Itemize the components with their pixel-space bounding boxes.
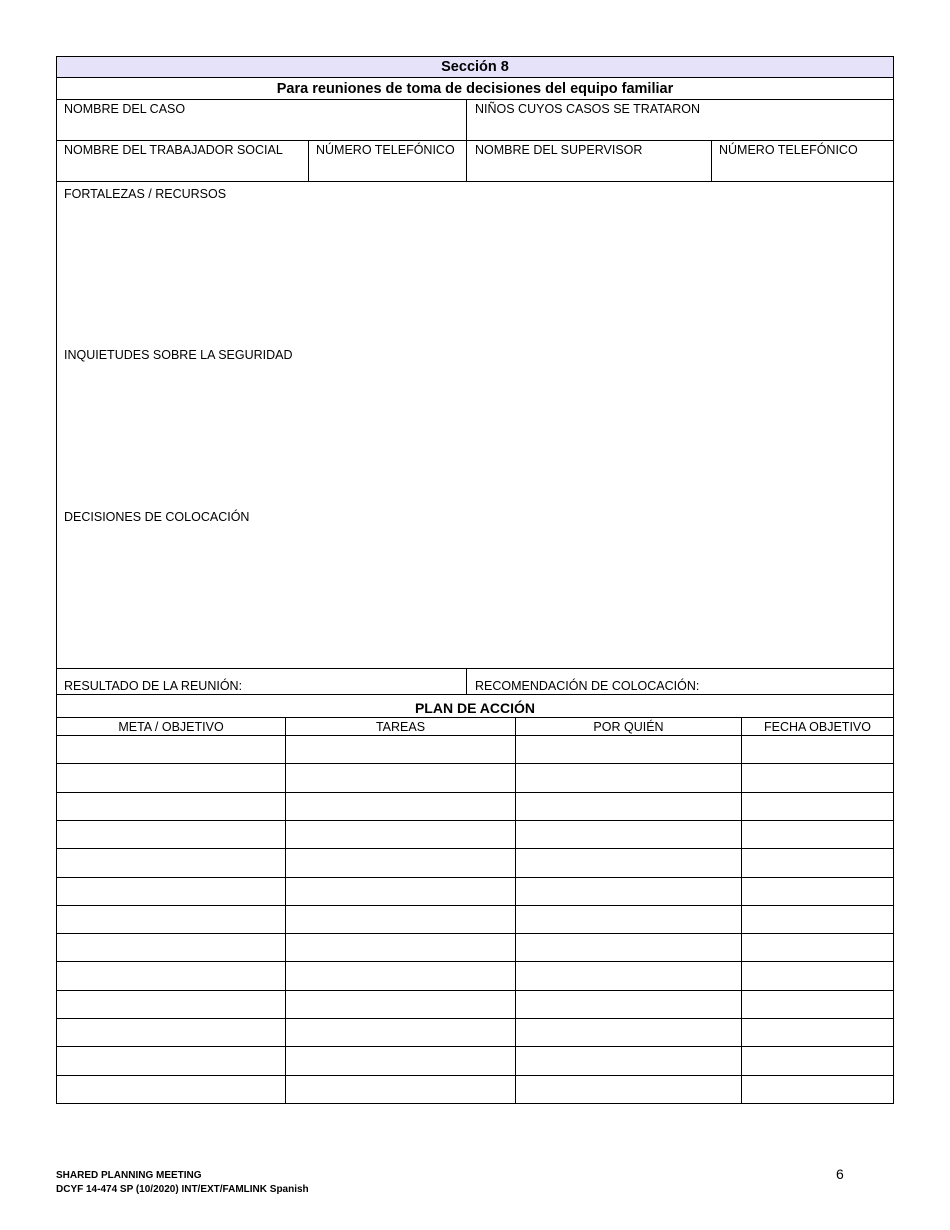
footer-line1: SHARED PLANNING MEETING [56,1170,202,1181]
action-plan-cell-tasks[interactable] [285,763,516,793]
action-plan-cell-goal[interactable] [56,1075,286,1104]
action-plan-cell-tasks[interactable] [285,1018,516,1047]
action-plan-cell-tasks[interactable] [285,905,516,934]
social-worker-label: NOMBRE DEL TRABAJADOR SOCIAL [64,143,283,157]
action-plan-cell-tasks[interactable] [285,735,516,764]
action-plan-cell-target-date[interactable] [741,877,894,906]
outcome-field[interactable] [56,668,467,695]
case-name-field[interactable] [56,99,467,141]
safety-label: INQUIETUDES SOBRE LA SEGURIDAD [64,348,293,362]
action-plan-cell-tasks[interactable] [285,792,516,821]
action-plan-cell-tasks[interactable] [285,961,516,991]
action-plan-cell-target-date[interactable] [741,848,894,878]
supervisor-field[interactable] [466,140,712,182]
section-subtitle: Para reuniones de toma de decisiones del equipo familiar [56,77,894,100]
case-name-label: NOMBRE DEL CASO [64,102,186,116]
action-plan-cell-goal[interactable] [56,961,286,991]
action-plan-cell-by-whom[interactable] [515,1075,742,1104]
phone1-label: NÚMERO TELEFÓNICO [316,143,455,157]
action-plan-cell-target-date[interactable] [741,961,894,991]
action-plan-cell-tasks[interactable] [285,848,516,878]
col-header-by-whom: POR QUIÉN [515,717,742,736]
action-plan-cell-tasks[interactable] [285,990,516,1019]
action-plan-cell-target-date[interactable] [741,933,894,962]
supervisor-label: NOMBRE DEL SUPERVISOR [475,143,643,157]
action-plan-cell-goal[interactable] [56,933,286,962]
action-plan-cell-tasks[interactable] [285,1046,516,1076]
strengths-label: FORTALEZAS / RECURSOS [64,187,227,201]
action-plan-cell-by-whom[interactable] [515,877,742,906]
action-plan-title: PLAN DE ACCIÓN [56,694,894,718]
action-plan-cell-target-date[interactable] [741,1046,894,1076]
col-header-target-date: FECHA OBJETIVO [741,717,894,736]
notes-area[interactable] [56,181,894,669]
action-plan-cell-by-whom[interactable] [515,905,742,934]
action-plan-cell-target-date[interactable] [741,1075,894,1104]
action-plan-cell-tasks[interactable] [285,1075,516,1104]
action-plan-cell-goal[interactable] [56,792,286,821]
action-plan-cell-by-whom[interactable] [515,792,742,821]
action-plan-cell-by-whom[interactable] [515,820,742,849]
action-plan-cell-tasks[interactable] [285,933,516,962]
action-plan-cell-goal[interactable] [56,848,286,878]
outcome-label: RESULTADO DE LA REUNIÓN: [64,679,243,693]
action-plan-cell-goal[interactable] [56,1046,286,1076]
form-footer [56,1169,309,1197]
phone1-field[interactable] [308,140,467,182]
action-plan-cell-target-date[interactable] [741,792,894,821]
action-plan-cell-by-whom[interactable] [515,735,742,764]
social-worker-field[interactable] [56,140,309,182]
recommendation-label: RECOMENDACIÓN DE COLOCACIÓN: [475,679,700,693]
children-label: NIÑOS CUYOS CASOS SE TRATARON [475,102,701,116]
action-plan-cell-goal[interactable] [56,1018,286,1047]
action-plan-cell-goal[interactable] [56,735,286,764]
action-plan-cell-target-date[interactable] [741,735,894,764]
action-plan-cell-target-date[interactable] [741,763,894,793]
children-field[interactable] [466,99,894,141]
phone2-field[interactable] [711,140,894,182]
action-plan-cell-goal[interactable] [56,820,286,849]
action-plan-cell-tasks[interactable] [285,877,516,906]
action-plan-cell-by-whom[interactable] [515,1046,742,1076]
action-plan-cell-goal[interactable] [56,990,286,1019]
action-plan-cell-goal[interactable] [56,905,286,934]
action-plan-cell-goal[interactable] [56,763,286,793]
section-title: Sección 8 [56,56,894,78]
action-plan-cell-target-date[interactable] [741,905,894,934]
action-plan-cell-by-whom[interactable] [515,961,742,991]
footer-line2: DCYF 14-474 SP (10/2020) INT/EXT/FAMLINK Spanish [56,1184,309,1195]
col-header-tasks: TAREAS [285,717,516,736]
action-plan-cell-by-whom[interactable] [515,1018,742,1047]
page-number: 6 [836,1166,844,1182]
phone2-label: NÚMERO TELEFÓNICO [719,143,858,157]
action-plan-cell-by-whom[interactable] [515,763,742,793]
action-plan-cell-by-whom[interactable] [515,990,742,1019]
action-plan-cell-target-date[interactable] [741,820,894,849]
action-plan-cell-target-date[interactable] [741,1018,894,1047]
action-plan-cell-by-whom[interactable] [515,933,742,962]
col-header-goal: META / OBJETIVO [56,717,286,736]
action-plan-cell-tasks[interactable] [285,820,516,849]
action-plan-cell-goal[interactable] [56,877,286,906]
action-plan-cell-by-whom[interactable] [515,848,742,878]
placement-label: DECISIONES DE COLOCACIÓN [64,510,250,524]
action-plan-cell-target-date[interactable] [741,990,894,1019]
recommendation-field[interactable] [466,668,894,695]
